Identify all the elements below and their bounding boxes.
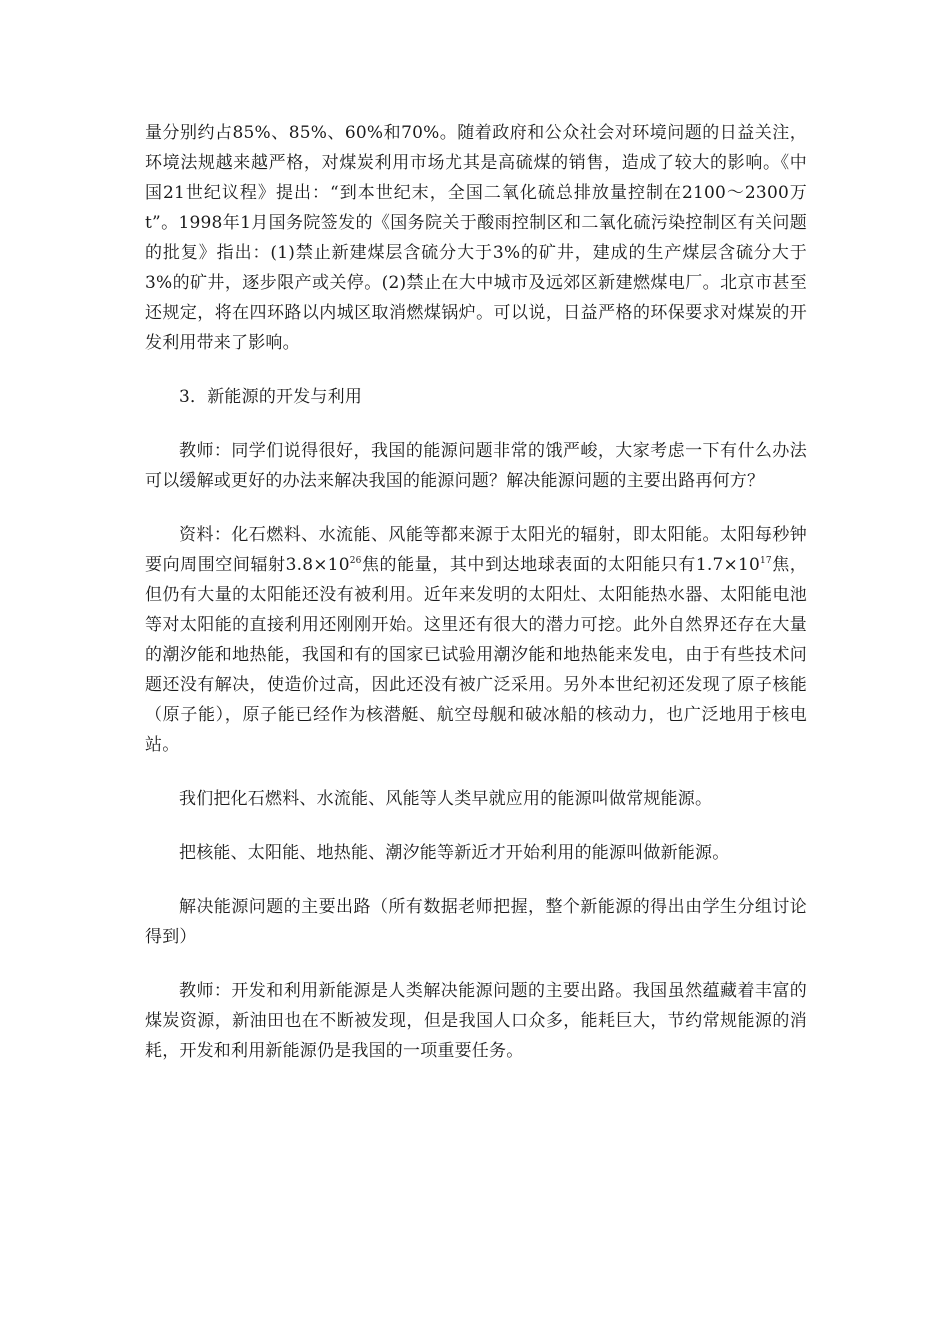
- exponent-26: 26: [349, 556, 362, 566]
- document-page: [145, 118, 807, 1090]
- exponent-17: 17: [759, 556, 772, 566]
- solar-text-part-1: 资料：化石燃料、水流能、风能等都来源于太阳光的辐射，即太阳能。太阳每秒钟要向周围空间辐射3.8×10: [145, 525, 807, 575]
- paragraph-teacher-conclusion: 教师：开发和利用新能源是人类解决能源问题的主要出路。我国虽然蕴藏着丰富的煤炭资源，新油田也在不断被发现，但是我国人口众多，能耗巨大，节约常规能源的消耗，开发和利用新能源仍是我国的一项重要任务。: [145, 981, 807, 1061]
- solar-text-part-3: 焦，但仍有大量的太阳能还没有被利用。近年来发明的太阳灶、太阳能热水器、太阳能电池等对太阳能的直接利用还刚刚开始。这里还有很大的潜力可挖。此外自然界还存在大量的潮汐能和地热能，我国和有的国家已试验用潮汐能和地热能来发电，由于有些技术问题还没有解决，使造价过高，因此还没有被广泛采用。另外本世纪初还发现了原子核能（原子能），原子能已经作为核潜艇、航空母舰和破冰船的核动力，也广泛地用于核电站。: [145, 555, 807, 755]
- solar-text-part-2: 焦的能量，其中到达地球表面的太阳能只有1.7×10: [361, 555, 760, 575]
- paragraph-teacher-question: 教师：同学们说得很好，我国的能源问题非常的饿严峻，大家考虑一下有什么办法可以缓解或更好的办法来解决我国的能源问题？解决能源问题的主要出路再何方？: [145, 441, 807, 491]
- section-heading-new-energy: 3．新能源的开发与利用: [179, 387, 363, 407]
- paragraph-material-solar: [145, 520, 807, 760]
- paragraph-new-energy-definition: 把核能、太阳能、地热能、潮汐能等新近才开始利用的能源叫做新能源。: [179, 843, 730, 863]
- paragraph-conventional-energy: 我们把化石燃料、水流能、风能等人类早就应用的能源叫做常规能源。: [179, 789, 713, 809]
- paragraph-environment-regulations: 量分别约占85%、85%、60%和70%。随着政府和公众社会对环境问题的日益关注，环境法规越来越严格，对煤炭利用市场尤其是高硫煤的销售，造成了较大的影响。《中国21世纪议程》提出：“到本世纪末，全国二氧化硫总排放量控制在2100～2300万t”。1998年1月国务院签发的《国务院关于酸雨控制区和二氧化硫污染控制区有关问题的批复》指出：(1)禁止新建煤层含硫分大于3%的矿井，建成的生产煤层含硫分大于3%的矿井，逐步限产或关停。(2)禁止在大中城市及远郊区新建燃煤电厂。北京市甚至还规定，将在四环路以内城区取消燃煤锅炉。可以说，日益严格的环保要求对煤炭的开发利用带来了影响。: [145, 123, 807, 353]
- paragraph-main-solution: 解决能源问题的主要出路（所有数据老师把握，整个新能源的得出由学生分组讨论得到）: [145, 897, 807, 947]
